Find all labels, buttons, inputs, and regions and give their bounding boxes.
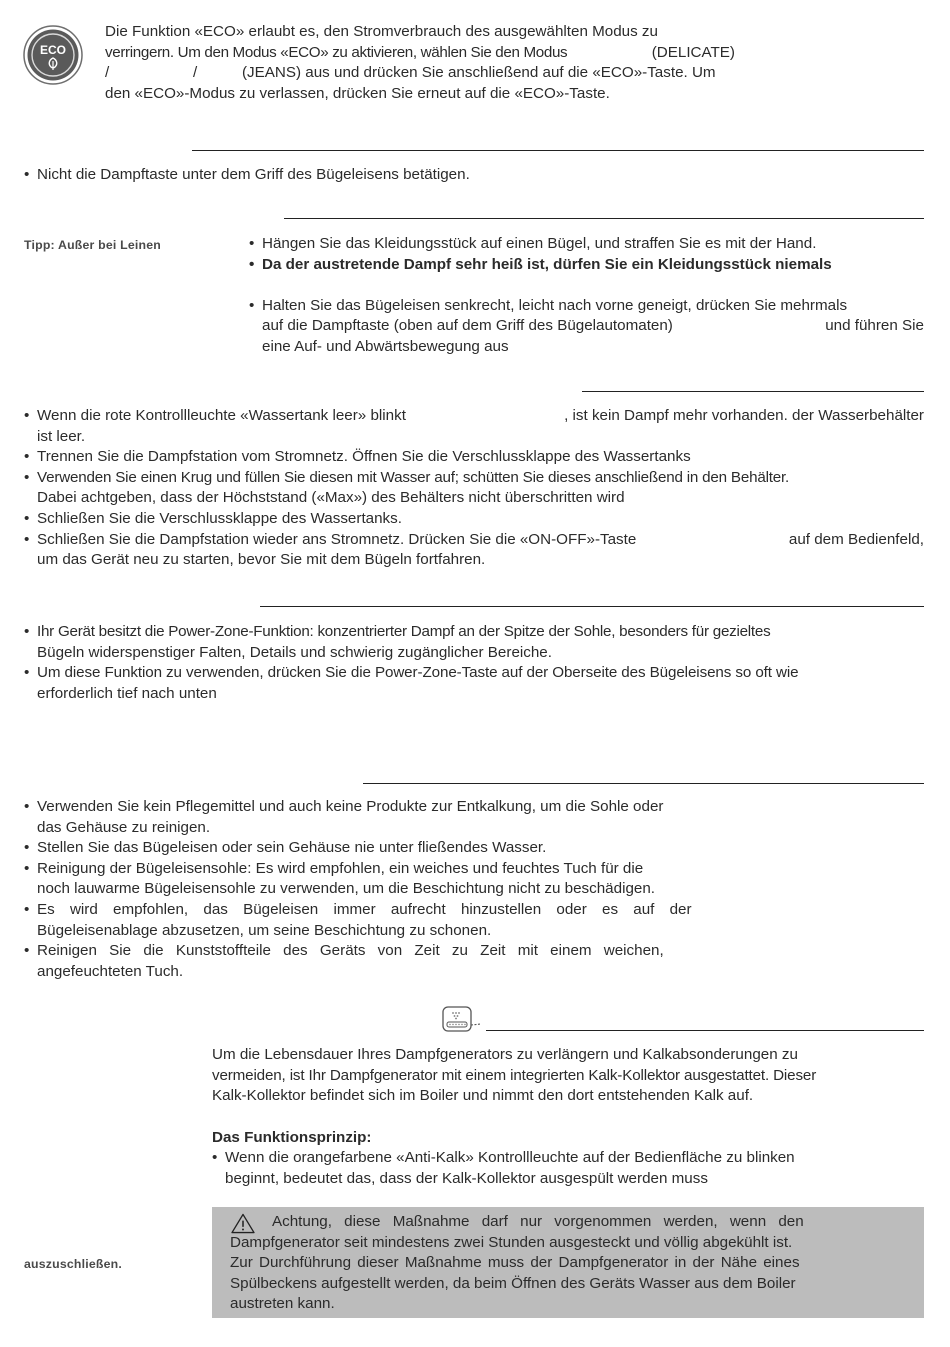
principle-list	[212, 1148, 924, 1189]
list-item: • Stellen Sie das Bügeleisen oder sein Gehäuse nie unter fließendes Wasser.	[24, 838, 735, 859]
boiler-icon	[441, 1005, 483, 1033]
principle-heading: Das Funktionsprinzip:	[212, 1129, 372, 1146]
eco-line-3a: /	[105, 64, 110, 82]
list-item: • Reinigung der Bügeleisensohle: Es wird empfohlen, ein weiches und feuchtes Tuch für die noch lauwarme Bügeleisensohle zu verwenden, um die Beschichtung nicht zu beschädigen.	[24, 859, 735, 900]
warning-box: Achtung, diese Maßnahme darf nur vorgenommen werden, wenn den Dampfgenerator seit mindestens zwei Stunden ausgesteckt und völlig abgekühlt ist. Zur Durchführung dieser Maßnahme muss der Dampfgenerator in der Nähe eines Spülbeckens aufgestellt werden, da beim Öffnen des Geräts Wasser aus dem Boiler austreten kann.	[212, 1207, 924, 1318]
warning-triangle-icon	[230, 1213, 256, 1234]
list-item: • Ihr Gerät besitzt die Power-Zone-Funktion: konzentrierter Dampf an der Spitze der Sohle, besonders für gezieltes Bügeln widerspenstiger Falten, Details und schwierig zugänglicher Bereiche.	[24, 622, 924, 663]
section-rule	[284, 218, 924, 219]
eco-line-2a: verringern. Um den Modus «ECO» zu aktivieren, wählen Sie den Modus	[105, 43, 568, 61]
section-rule	[260, 606, 924, 607]
eco-paragraph	[105, 22, 735, 104]
eco-badge-text: ECO	[39, 43, 67, 57]
list-item-warning: • Da der austretende Dampf sehr heiß ist, dürfen Sie ein Kleidungsstück niemals	[249, 255, 924, 276]
eco-line-3b: /	[193, 64, 198, 82]
list-item: • Trennen Sie die Dampfstation vom Stromnetz. Öffnen Sie die Verschlussklappe des Wassertanks	[24, 447, 924, 468]
list-item: • Es wird empfohlen, das Bügeleisen immer aufrecht hinzustellen oder es auf der Bügeleisenablage abzusetzen, um seine Beschichtung zu schonen.	[24, 900, 735, 941]
steam-button-list	[24, 165, 924, 186]
tip-note: Tipp: Außer bei Leinen	[24, 238, 161, 252]
list-item: • Schließen Sie die Dampfstation wieder ans Stromnetz. Drücken Sie die «ON-OFF»-Taste auf dem Bedienfeld, um das Gerät neu zu starten, bevor Sie mit dem Bügeln fortfahren.	[24, 530, 924, 571]
list-item: • Verwenden Sie kein Pflegemittel und auch keine Produkte zur Entkalkung, um die Sohle oder das Gehäuse zu reinigen.	[24, 797, 735, 838]
list-item: • Hängen Sie das Kleidungsstück auf einen Bügel, und straffen Sie es mit der Hand.	[249, 234, 924, 255]
list-item: • Nicht die Dampftaste unter dem Griff des Bügeleisens betätigen.	[24, 165, 924, 186]
list-item: • Verwenden Sie einen Krug und füllen Sie diesen mit Wasser auf; schütten Sie dieses anschließend in den Behälter. Dabei achtgeben, dass der Höchststand («Max») des Behälters nicht überschritten wird	[24, 468, 924, 509]
eco-line-4: den «ECO»-Modus zu verlassen, drücken Sie erneut auf die «ECO»-Taste.	[105, 84, 610, 102]
section-rule	[363, 783, 924, 784]
anti-scale-intro: Um die Lebensdauer Ihres Dampfgenerators zu verlängern und Kalkabsonderungen zu vermeiden, ist Ihr Dampfgenerator mit einem integrierten Kalk-Kollektor ausgestattet. Dieser Kalk-Kollektor befindet sich im Boiler und nimmt den dort entstehenden Kalk auf.	[212, 1046, 817, 1105]
power-zone-list	[24, 622, 924, 704]
list-item: • Wenn die rote Kontrollleuchte «Wassertank leer» blinkt , ist kein Dampf mehr vorhanden. der Wasserbehälter ist leer.	[24, 406, 924, 447]
eco-icon	[23, 25, 83, 85]
side-note: auszuschließen.	[24, 1257, 122, 1271]
section-rule	[192, 150, 924, 151]
water-tank-list	[24, 406, 924, 571]
list-item: • Um diese Funktion zu verwenden, drücken Sie die Power-Zone-Taste auf der Oberseite des Bügeleisens so oft wie erforderlich tief nach unten	[24, 663, 924, 704]
section-rule	[582, 391, 924, 392]
list-item: • Schließen Sie die Verschlussklappe des Wassertanks.	[24, 509, 924, 530]
list-item: • Wenn die orangefarbene «Anti-Kalk» Kontrollleuchte auf der Bedienfläche zu blinken beginnt, bedeutet das, dass der Kalk-Kollektor ausgespült werden muss	[212, 1148, 924, 1189]
eco-line-2b: (DELICATE)	[651, 43, 735, 61]
list-item: • Halten Sie das Bügeleisen senkrecht, leicht nach vorne geneigt, drücken Sie mehrmals auf die Dampftaste (oben auf dem Griff des Bügelautomaten) und führen Sie eine Auf- und Abwärtsbewegung aus	[249, 296, 924, 358]
eco-line-3c: (JEANS) aus und drücken Sie anschließend auf die «ECO»-Taste. Um	[242, 64, 716, 82]
list-item: • Reinigen Sie die Kunststoffteile des Geräts von Zeit zu Zeit mit einem weichen, angefeuchteten Tuch.	[24, 941, 735, 982]
eco-line-1: Die Funktion «ECO» erlaubt es, den Stromverbrauch des ausgewählten Modus zu	[105, 23, 658, 40]
maintenance-list	[24, 797, 735, 982]
section-rule	[486, 1030, 924, 1031]
vertical-steam-list	[249, 234, 924, 358]
